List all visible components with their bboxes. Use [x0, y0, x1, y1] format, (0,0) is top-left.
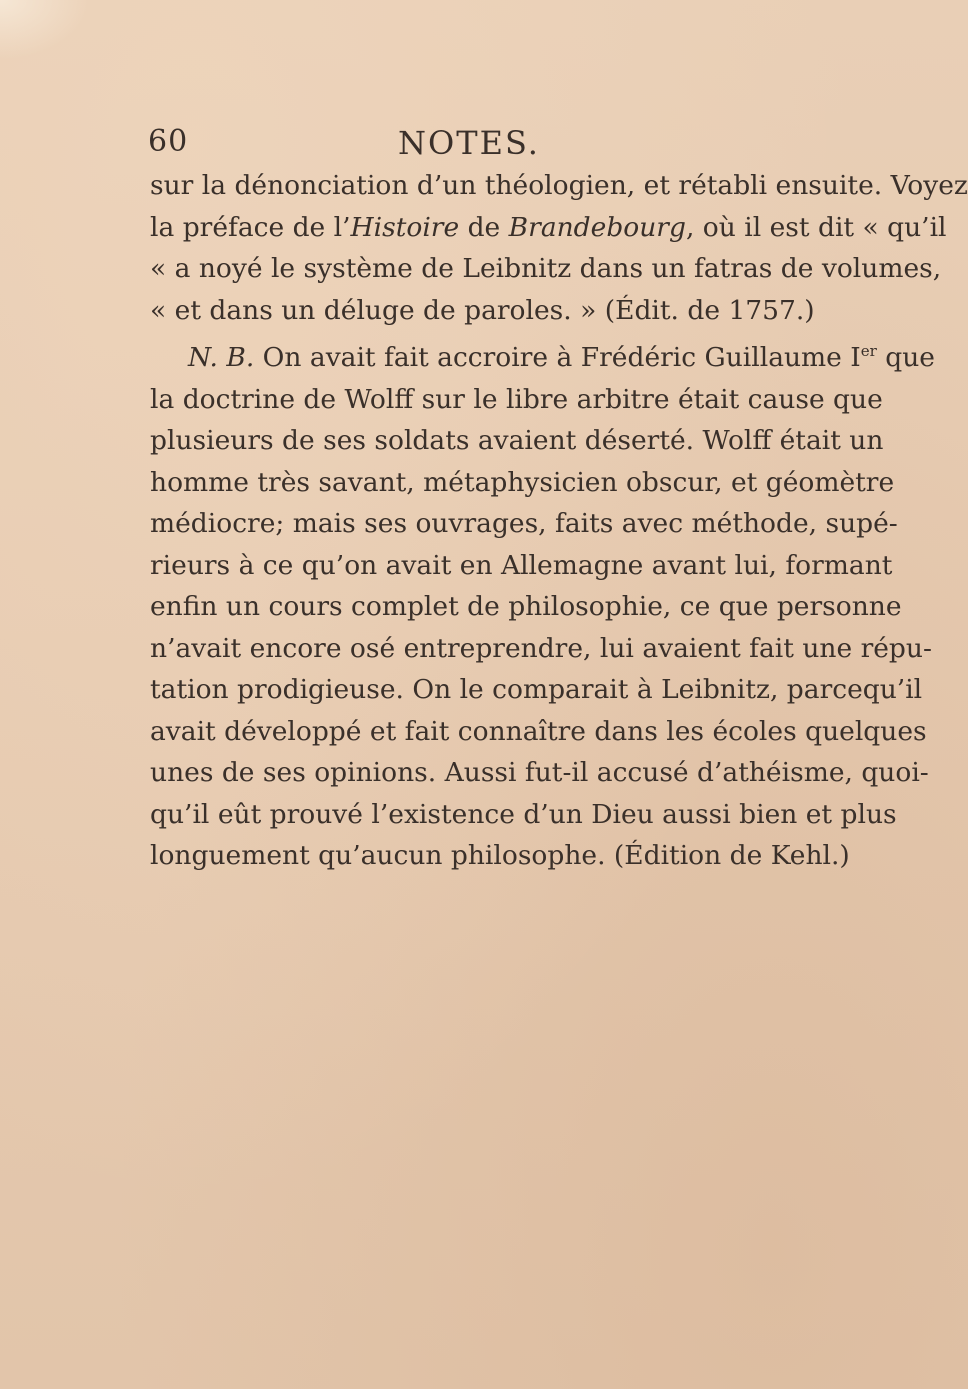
text-line: n’avait encore osé entreprendre, lui avaient fait une répu-: [150, 632, 932, 664]
text-fragment: que: [876, 342, 935, 373]
text-line: « et dans un déluge de paroles. » (Édit. de 1757.): [150, 294, 815, 326]
text-line: avait développé et fait connaître dans les écoles quelques: [150, 715, 927, 747]
text-line: homme très savant, métaphysicien obscur, et géomètre: [150, 466, 895, 498]
text-fragment: On avait fait accroire à Frédéric Guillaume I: [254, 342, 861, 373]
nota-bene: N. B.: [188, 342, 255, 373]
text-line: tation prodigieuse. On le comparait à Leibnitz, parcequ’il: [150, 674, 923, 705]
text-line: « a noyé le système de Leibnitz dans un fatras de volumes,: [150, 253, 942, 284]
text-fragment: , où il est dit « qu’il: [685, 211, 947, 243]
page-number: 60: [148, 124, 189, 159]
body-text: [150, 165, 968, 877]
text-fragment: la préface de l’: [150, 211, 351, 243]
text-line: [150, 331, 935, 379]
superscript: er: [860, 342, 877, 360]
page-corner-highlight: [0, 0, 90, 60]
text-line: plusieurs de ses soldats avaient déserté. Wolff était un: [150, 425, 884, 456]
page-header: [148, 124, 788, 164]
paragraph-1: [150, 165, 968, 331]
text-line: rieurs à ce qu’on avait en Allemagne avant lui, formant: [150, 549, 893, 581]
text-line: [150, 207, 947, 249]
text-line: la doctrine de Wolff sur le libre arbitre était cause que: [150, 383, 883, 415]
text-line: longuement qu’aucun philosophe. (Édition de Kehl.): [150, 840, 850, 871]
text-line: sur la dénonciation d’un théologien, et rétabli ensuite. Voyez: [150, 170, 968, 201]
text-line: qu’il eût prouvé l’existence d’un Dieu aussi bien et plus: [150, 798, 897, 830]
italic-title-brandebourg: Brandebourg: [508, 211, 686, 243]
text-line: unes de ses opinions. Aussi fut-il accusé d’athéisme, quoi-: [150, 757, 929, 788]
text-line: enfin un cours complet de philosophie, ce que personne: [150, 591, 902, 622]
text-fragment: de: [459, 211, 509, 243]
text-line: médiocre; mais ses ouvrages, faits avec méthode, supé-: [150, 508, 898, 539]
italic-title-histoire: Histoire: [350, 211, 460, 243]
paragraph-2: [150, 331, 935, 877]
running-head: NOTES.: [398, 124, 540, 162]
